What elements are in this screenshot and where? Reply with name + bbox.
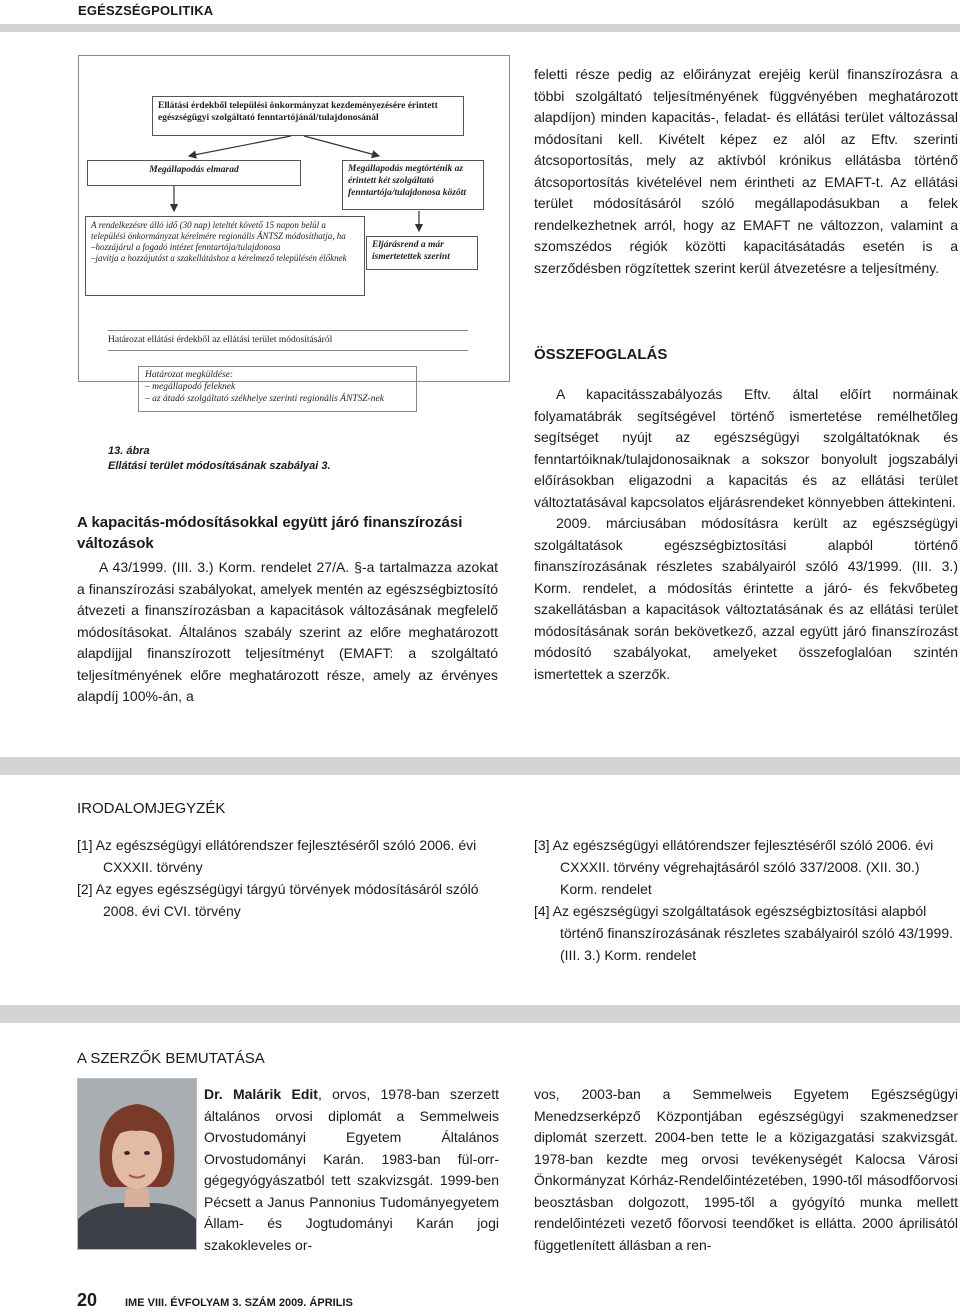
figure-title: Ellátási terület módosításának szabályai 3. (108, 460, 331, 472)
journal-footer: IME VIII. ÉVFOLYAM 3. SZÁM 2009. ÁPRILIS (125, 1297, 353, 1309)
summary-section (534, 384, 958, 685)
flow-authority-item: –javítja a hozzájutást a szakellátáshoz a kérelmező településén élőknek (91, 253, 347, 263)
flow-authority-item: –hozzájárul a fogadó intézet fenntartója/tulajdonosa (91, 242, 281, 252)
decision-text: ellátási érdekből az ellátási terület módosításáról (144, 335, 333, 345)
author-name: Dr. Malárik Edit (204, 1086, 318, 1102)
decision-label: Határozat (108, 335, 145, 345)
left-article (77, 512, 498, 708)
header-rule (0, 24, 960, 32)
references-left (77, 834, 499, 922)
flow-no-agreement-box: Megállapodás elmarad (87, 160, 301, 186)
reference-item: [3] Az egészségügyi ellátórendszer fejlesztéséről szóló 2006. évi CXXXII. törvény végrehajtásáról szóló 337/2008. (XII. 30.) Korm. rendelet (534, 837, 934, 897)
author-bio-left (204, 1084, 499, 1256)
distribution-item: – megállapodó feleknek (145, 382, 236, 392)
article-paragraph-continued: feletti része pedig az előirányzat erejéig kerül finanszírozásra a többi szolgáltató teljesítményének függvényében meghatározott alapdíjon) minden kapacitás-, feladat- és ellátási terület változással módosítani kell. Kivételt képez ez alól az Eftv. szerinti átcsoportosítás, mely az aktívból krónikus ellátásba történő átcsoportosítás kivételével nem érintheti az EMAFT-t. Az ellátási terület módosításáról szóló megállapodásukban a felek rendelkezhetnek arról, hogy az EMAFT ne változzon, valamint a szomszédos régiók közötti kapacitásátadás esetén is a szerződésben rögzítettek szerint kerül átvezetésre a teljesítmény. (534, 66, 958, 276)
flow-procedure-box: Eljárásrend a már ismertetettek szerint (366, 236, 478, 270)
author-portrait-image (78, 1079, 196, 1249)
section-label: EGÉSZSÉGPOLITIKA (78, 3, 214, 18)
summary-paragraph: A kapacitásszabályozás Eftv. által előírt normáinak folyamatábrák segítségével történő ismertetése remélhetőleg segítséget nyújt az egészségügyi szolgáltatóknak és fenntartóiknak/tulajdonosaiknak a sokszor bonyolult jogszabályi előírásokban eligazodni a kapacitás és az ellátási terület változtatásával kapcsolatos eljárásrendeket könnyebben áttekinteni. (534, 386, 958, 510)
authors-heading: A SZERZŐK BEMUTATÁSA (77, 1050, 265, 1067)
reference-item: [4] Az egészségügyi szolgáltatások egészségbiztosítási alapból történő finanszírozásának részletes szabályairól szóló 43/1999. (III. 3.) Korm. rendelet (534, 903, 953, 963)
reference-item: [1] Az egészségügyi ellátórendszer fejlesztéséről szóló 2006. évi CXXXII. törvény (77, 837, 477, 875)
distribution-item: – az átadó szolgáltató székhelye szerinti regionális ÁNTSZ-nek (145, 394, 384, 404)
author-photo (77, 1078, 197, 1250)
section-divider (0, 1005, 960, 1023)
author-bio-text: , orvos, 1978-ban szerzett általános orvosi diplomát a Semmelweis Orvostudományi Egyetem Általános Orvostudományi Karán. 1983-ban fül-orr-gégegyógyászatból tett szakvizsgát. 1999-ben Pécsett a Janus Pannonius Tudományegyetem Állam- és Jogtudományi Karán jogi szakokleveles or- (204, 1086, 499, 1253)
distribution-box (138, 366, 417, 412)
references-right (534, 834, 956, 966)
section-divider (0, 757, 960, 775)
flow-authority-box (85, 216, 365, 296)
figure-number: 13. ábra (108, 445, 150, 457)
summary-paragraph: 2009. márciusában módosításra került az egészségügyi szolgáltatások egészségbiztosítási alapból történő finanszírozásának részletes szabályairól szóló 43/1999. (III. 3.) Korm. rendelet, a módosítás érintette a járó- és fekvőbeteg szakellátásban a kapacitások változtatásának és az ellátási terület módosításának során bekövetkező, azzal együtt járó finanszírozást módosító szabályokat, amelyeket összefoglalóan szintén ismertettek a szerzők. (534, 515, 958, 682)
flow-authority-title: A rendelkezésre álló idő (30 nap) leteltét követő 15 napon belül a települési önkormányzat kérelmére regionális ÁNTSZ módosíthatja, ha (91, 220, 346, 241)
summary-heading: ÖSSZEFOGLALÁS (534, 346, 668, 363)
distribution-title: Határozat megküldése: (145, 370, 234, 380)
decision-box (108, 330, 468, 351)
page-number: 20 (77, 1290, 98, 1310)
author-bio-text: vos, 2003-ban a Semmelweis Egyetem Egészségügyi Menedzserképző Központjában egészségügyi szakmenedzser diplomát szerzett. 2004-ben tette le a közigazgatási szakvizsgát. 1978-ban kezdte meg orvosi tevékenységét Kalocsa Városi Önkormányzat Kórház-Rendelőintézetében, 1990-től másodfőorvosi beosztásban dolgozott, 1995-től a gyógyító munka mellett rendelőintézeti vezető főorvosi teendőket is ellátta. 2000 áprilisától függetlenített állásban a ren- (534, 1086, 958, 1253)
flow-agreement-box: Megállapodás megtörténik az érintett két szolgáltató fenntartója/tulajdonosa között (342, 160, 484, 210)
reference-item: [2] Az egyes egészségügyi tárgyú törvények módosításáról szóló 2008. évi CVI. törvény (77, 881, 479, 919)
right-article (534, 64, 958, 279)
article-heading: A kapacitás-módosításokkal együtt járó finanszírozási változások (77, 514, 463, 552)
article-paragraph: A 43/1999. (III. 3.) Korm. rendelet 27/A. §-a tartalmazza azokat a finanszírozási szabályokat, amelyek mentén az egészségbiztosító átvezeti a finanszírozásban a kapacitások változásának megfelelő módosításokat. Általános szabály szerint az előre meghatározott alapdíjjal finanszírozott teljesítményt (EMAFT: a szolgáltató teljesítményének előre meghatározott része, amely az érvényes alapdíj 100%-án, a (77, 559, 498, 704)
references-heading: IRODALOMJEGYZÉK (77, 800, 226, 817)
author-bio-right (534, 1084, 958, 1256)
flow-start-box: Ellátási érdekből települési önkormányzat kezdeményezésére érintett egészségügyi szolgáltató fenntartójánál/tulajdonosánál (152, 96, 464, 136)
